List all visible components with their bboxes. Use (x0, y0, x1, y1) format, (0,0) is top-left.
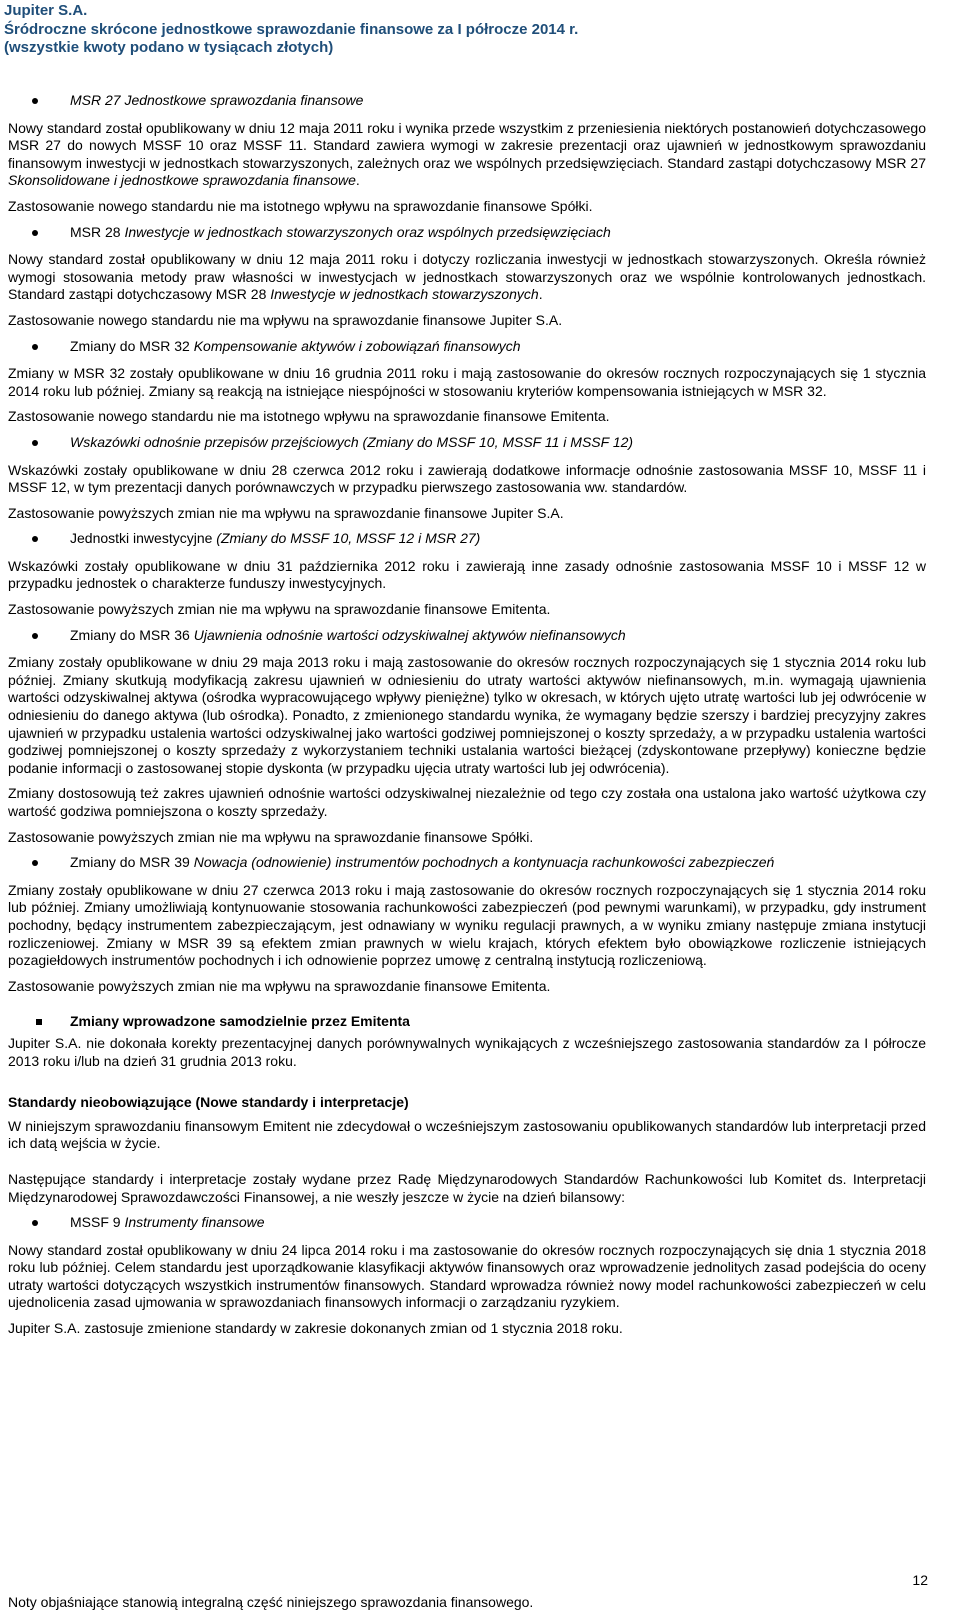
own-changes-paragraph: Jupiter S.A. nie dokonała korekty prezentacyjnej danych porównywalnych wynikających z wcześniejszego zastosowania standardów za I półrocze 2013 roku i/lub na dzień 31 grudnia 2013 roku. (8, 1034, 926, 1069)
paragraph: Zastosowanie nowego standardu nie ma istotnego wpływu na sprawozdanie finansowe Emitenta. (8, 408, 610, 425)
paragraph: Wskazówki zostały opublikowane w dniu 31 października 2012 roku i zawierają inne zasady odnośnie zastosowania MSSF 10 i MSSF 12 w przypadku jednostek o charakterze funduszy inwestycyjnych. (8, 557, 926, 592)
standard-bullet: Zmiany do MSR 32 Kompensowanie aktywów i zobowiązań finansowych (8, 338, 926, 356)
page-number: 12 (912, 1572, 928, 1588)
standard-bullet: Zmiany do MSR 39 Nowacja (odnowienie) instrumentów pochodnych a kontynuacja rachunkowości zabezpieczeń (8, 854, 926, 872)
amounts-note: (wszystkie kwoty podano w tysiącach złotych) (4, 39, 334, 56)
paragraph: Następujące standardy i interpretacje zostały wydane przez Radę Międzynarodowych Standardów Rachunkowości lub Komitet ds. Interpretacji Międzynarodowej Sprawozdawczości Finansowej, a nie weszły jeszcze w życie na dzień bilansowy: (8, 1170, 926, 1205)
paragraph: Nowy standard został opublikowany w dniu 24 lipca 2014 roku i ma zastosowanie do okresów rocznych rozpoczynających się dnia 1 stycznia 2018 roku lub później. Celem standardu jest uporządkowanie klasyfikacji aktywów finansowych oraz wprowadzenie jednolitych zasad podejścia do oceny utraty wartości dotyczących wszystkich instrumentów finansowych. Standard wprowadza również nowy model rachunkowości zabezpieczeń w celu ujednolicenia zasad ujmowania w sprawozdaniach finansowych informacji o zarządzaniu ryzykiem. (8, 1241, 926, 1311)
standard-bullet: MSR 28 Inwestycje w jednostkach stowarzyszonych oraz wspólnych przedsięwzięciach (8, 224, 926, 242)
paragraph: Zastosowanie powyższych zmian nie ma wpływu na sprawozdanie finansowe Jupiter S.A. (8, 504, 564, 521)
paragraph: W niniejszym sprawozdaniu finansowym Emitent nie zdecydował o wcześniejszym zastosowaniu opublikowanych standardów lub interpretacji przed ich datą wejścia w życie. (8, 1117, 926, 1152)
paragraph: Zmiany zostały opublikowane w dniu 29 maja 2013 roku i mają zastosowanie do okresów rocznych rozpoczynających się 1 stycznia 2014 roku lub później. Zmiany skutkują modyfikacją zakresu ujawnień w odniesieniu do utraty wartości aktywów niefinansowych, m.in. wymagają ujawnienia wartości odzyskiwalnej aktywa (ośrodka wypracowującego wpływy pieniężne) tylko w okresach, w których ujęto utratę wartości lub jej odwrócenie w odniesieniu do danego aktywa (lub ośrodka). Ponadto, z zmienionego standardu wynika, że wymagany będzie szerszy i bardziej precyzyjny zakres ujawnień w przypadku ustalenia wartości odzyskiwalnej jako wartości godziwej pomniejszonej o koszty sprzedaży, a w przypadku ustalenia wartości godziwej pomniejszonej o koszty sprzedaży z wykorzystaniem techniki ustalania wartości bieżącej (zdyskontowane przepływy) konieczne będzie podanie informacji o zastosowanej stopie dyskonta (w przypadku ujęcia utraty wartości lub jej odwrócenia). (8, 654, 926, 776)
paragraph: Jupiter S.A. zastosuje zmienione standardy w zakresie dokonanych zmian od 1 stycznia 2018 roku. (8, 1320, 623, 1337)
not-effective-heading: Standardy nieobowiązujące (Nowe standardy i interpretacje) (8, 1094, 409, 1111)
standard-bullet: Wskazówki odnośnie przepisów przejściowych (Zmiany do MSSF 10, MSSF 11 i MSSF 12) (8, 434, 926, 452)
paragraph: Zmiany w MSR 32 zostały opublikowane w dniu 16 grudnia 2011 roku i mają zastosowanie do okresów rocznych rozpoczynających się 1 stycznia 2014 roku lub później. Zmiany są reakcją na istniejące niespójności w stosowaniu kryteriów kompensowania istniejących w MSR 32. (8, 365, 926, 399)
standard-bullet: MSR 27 Jednostkowe sprawozdania finansowe (8, 92, 926, 110)
paragraph: Nowy standard został opublikowany w dniu 12 maja 2011 roku i dotyczy rozliczania inwestycji w jednostkach stowarzyszonych. Określa również wymogi stosowania metody praw własności w inwestycjach w jednostkach stowarzyszonych oraz we wspólnie kontrolowanych jednostkach. Standard zastąpi dotychczasowy MSR 28 Inwestycje w jednostkach stowarzyszonych. (8, 251, 926, 303)
paragraph: Zmiany dostosowują też zakres ujawnień odnośnie wartości odzyskiwalnej niezależnie od tego czy została ona ustalona jako wartość użytkowa czy wartość godziwa pomniejszona o koszty sprzedaży. (8, 785, 926, 819)
own-changes-heading: Zmiany wprowadzone samodzielnie przez Emitenta (8, 1013, 926, 1031)
standard-bullet: Zmiany do MSR 36 Ujawnienia odnośnie wartości odzyskiwalnej aktywów niefinansowych (8, 627, 926, 645)
paragraph: Zastosowanie nowego standardu nie ma istotnego wpływu na sprawozdanie finansowe Spółki. (8, 197, 593, 214)
document-body (8, 92, 926, 1346)
report-title: Śródroczne skrócone jednostkowe sprawozdanie finansowe za I półrocze 2014 r. (4, 20, 579, 38)
standard-bullet: MSSF 9 Instrumenty finansowe (8, 1214, 926, 1232)
page-header (4, 2, 904, 58)
company-name: Jupiter S.A. (4, 2, 88, 19)
standard-bullet: Jednostki inwestycyjne (Zmiany do MSSF 10, MSSF 12 i MSR 27) (8, 530, 926, 548)
paragraph: Nowy standard został opublikowany w dniu 12 maja 2011 roku i wynika przede wszystkim z przeniesienia niektórych postanowień dotychczasowego MSR 27 do nowych MSSF 10 oraz MSSF 11. Standard zawiera wymogi w zakresie prezentacji oraz ujawnień w jednostkowym sprawozdaniu finansowym inwestycji w jednostkach stowarzyszonych, zależnych oraz we wspólnych przedsięwzięciach. Standard zastąpi dotychczasowy MSR 27 Skonsolidowane i jednostkowe sprawozdania finansowe. (8, 119, 926, 189)
paragraph: Zastosowanie powyższych zmian nie ma wpływu na sprawozdanie finansowe Emitenta. (8, 977, 551, 994)
paragraph: Zastosowanie powyższych zmian nie ma wpływu na sprawozdanie finansowe Spółki. (8, 828, 534, 845)
paragraph: Zmiany zostały opublikowane w dniu 27 czerwca 2013 roku i mają zastosowanie do okresów rocznych rozpoczynających się 1 stycznia 2014 roku lub później. Zmiany umożliwiają kontynuowanie stosowania rachunkowości zabezpieczeń (pod pewnymi warunkami), w przypadku, gdy instrument pochodny, będący instrumentem zabezpieczającym, jest odnawiany w wyniku regulacji prawnych, a w wyniku zmiany następuje zmiana instytucji rozliczeniowej. Zmiany w MSR 39 są efektem zmian prawnych w wielu krajach, których efektem było obowiązkowe rozliczenie istniejących pozagiełdowych instrumentów pochodnych i ich odnowienie poprzez umowę z centralną instytucją rozliczeniową. (8, 881, 926, 969)
paragraph: Wskazówki zostały opublikowane w dniu 28 czerwca 2012 roku i zawierają dodatkowe informacje odnośnie zastosowania MSSF 10, MSSF 11 i MSSF 12, w tym prezentacji danych porównawczych w przypadku pierwszego zastosowania ww. standardów. (8, 461, 926, 496)
paragraph: Zastosowanie powyższych zmian nie ma wpływu na sprawozdanie finansowe Emitenta. (8, 601, 551, 618)
page-footer: Noty objaśniające stanowią integralną część niniejszego sprawozdania finansowego. (8, 1594, 534, 1610)
paragraph: Zastosowanie nowego standardu nie ma wpływu na sprawozdanie finansowe Jupiter S.A. (8, 311, 563, 328)
